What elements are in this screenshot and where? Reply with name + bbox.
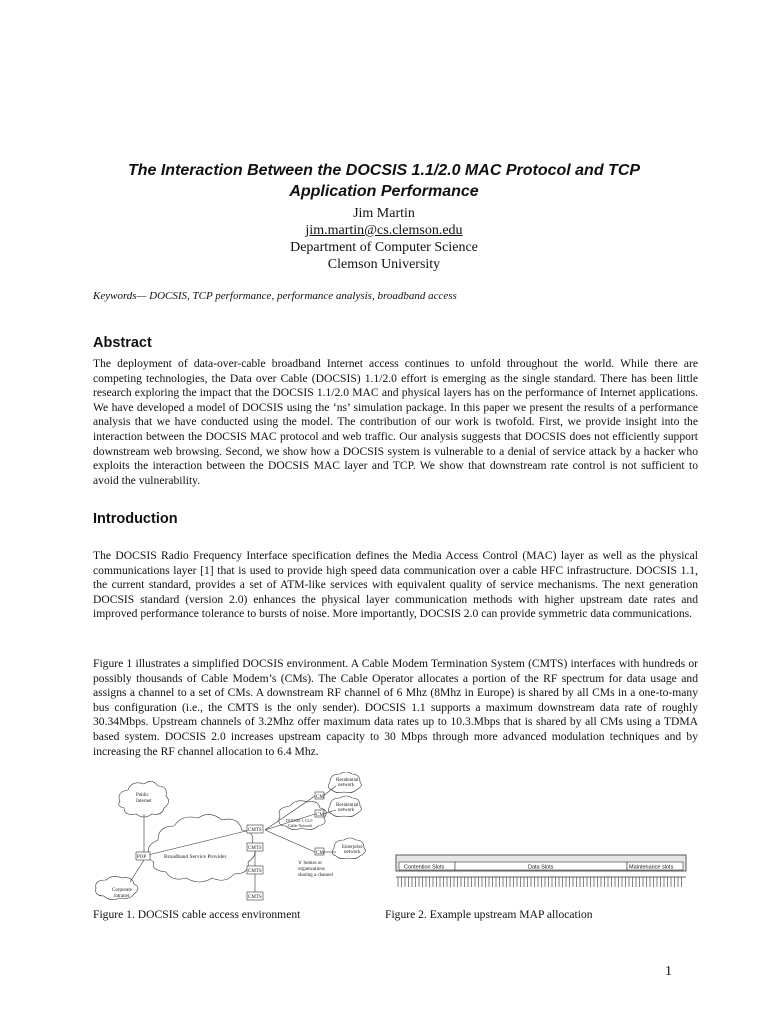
keywords: Keywords— DOCSIS, TCP performance, performance analysis, broadband access	[93, 290, 457, 302]
page-number: 1	[665, 964, 672, 979]
cmts-label-1: CMTS	[248, 828, 262, 833]
link-line	[323, 786, 336, 796]
author-department: Department of Computer Science	[290, 240, 478, 255]
figure-1-caption: Figure 1. DOCSIS cable access environment	[93, 908, 301, 921]
figure-1-network-diagram	[90, 772, 380, 906]
link-line	[130, 860, 144, 882]
docsis-net-label-2: Cable Network	[288, 823, 313, 828]
introduction-heading: Introduction	[93, 511, 178, 527]
author-email-link[interactable]: jim.martin@cs.clemson.edu	[305, 223, 463, 238]
abstract-paragraph: The deployment of data-over-cable broadband Internet access continues to unfold throughout the world. While there are competing technologies, the Data over Cable (DOCSIS) 1.1/2.0 effort is emerging as the single standard. There has been little research exploring the impact that the DOCSIS 1.1/2.0 MAC and physical layers has on the performance of Internet applications. We have developed a model of DOCSIS using the ‘ns’ simulation package. In this paper we present the results of a performance analysis that we have conducted using the model. The contribution of our work is twofold. First, we provide insight into the interaction between the DOCSIS MAC protocol and web traffic. Our analysis suggests that DOCSIS does not efficiently support downstream web browsing. Second, we show how a DOCSIS system is vulnerable to a denial of service attack by a hacker who exploits the interaction between the DOCSIS MAC layer and TCP. We show that downstream rate control is not sufficient to avoid the vulnerability.	[93, 357, 698, 487]
title-line-2: Application Performance	[289, 183, 479, 200]
cm-label-1: CM	[316, 795, 324, 800]
author-university: Clemson University	[327, 257, 441, 272]
corporate-label-1: Corporate	[112, 888, 132, 893]
homes-label-3: sharing a channel	[298, 873, 333, 878]
corporate-label-2: intranet	[114, 894, 130, 899]
author-name: Jim Martin	[353, 206, 415, 221]
broadband-provider-cloud	[148, 814, 255, 882]
residential-label-2a: Residential	[336, 803, 359, 808]
enterprise-label-2: network	[344, 850, 361, 855]
homes-label-1: 'n' homes or	[298, 861, 323, 866]
figure-2-map-allocation	[395, 853, 687, 893]
introduction-paragraph-2: Figure 1 illustrates a simplified DOCSIS environment. A Cable Modem Termination System (CMTS) interfaces with hundreds or possibly thousands of Cable Modem’s (CMs). The Cable Operator allocates a portion of the RF spectrum for data usage and assigns a channel to a set of CMs. A downstream RF channel of 6 Mhz (8Mhz in Europe) is shared by all CMs in a one-to-many bus configuration (i.e., the CMTS is the only sender). DOCSIS 1.1 supports a maximum downstream data rate of roughly 30.34Mbps. Upstream channels of 3.2Mhz offer maximum data rates up to 10.3.Mbps that is shared by all CMs using a TDMA based system. DOCSIS 2.0 increases upstream capacity to 30 Mbps through more advanced modulation techniques and by increasing the RF channel allocation to 6.4 Mhz.	[93, 657, 698, 758]
cm-label-3: CM	[316, 851, 324, 856]
data-slots-label: Data Slots	[528, 864, 554, 871]
maintenance-slots-label: Maintenance slots	[629, 864, 674, 871]
public-internet-label-1: Public	[136, 793, 149, 798]
public-internet-label-2: Internet	[136, 799, 152, 804]
introduction-paragraph-1: The DOCSIS Radio Frequency Interface specification defines the Media Access Control (MAC) layer as well as the physical communications layer [1] that is used to provide high speed data communication over a cable HFC infrastructure. DOCSIS 1.1, the current standard, provides a set of ATM-like services with equivalent quality of service mechanisms. The next generation DOCSIS standard (version 2.0) enhances the physical layer communication methods with higher upstream date rates and improved performance tolerance to bursts of noise. More importantly, DOCSIS 2.0 can provide symmetric data communications.	[93, 549, 698, 621]
paper-title	[60, 160, 708, 202]
title-line-1: The Interaction Between the DOCSIS 1.1/2.0 MAC Protocol and TCP	[127, 162, 641, 179]
residential-label-1a: Residential	[336, 778, 359, 783]
link-line	[144, 830, 250, 856]
contention-slots-label: Contention Slots	[404, 864, 445, 871]
bsp-label: Broadband Service Provider	[164, 854, 227, 860]
link-line	[265, 830, 315, 852]
author-block	[60, 205, 708, 273]
residential-label-1b: network	[338, 783, 355, 788]
minislot-ticks	[398, 877, 682, 887]
homes-label-2: organizations	[298, 867, 325, 872]
cmts-label-4: CMTS	[248, 895, 262, 900]
residential-label-2b: network	[338, 808, 355, 813]
docsis-net-label-1: DOCSIS 1.1/2.0	[286, 818, 313, 823]
pop-label: POP	[137, 855, 147, 860]
abstract-heading: Abstract	[93, 335, 152, 351]
cmts-label-2: CMTS	[248, 846, 262, 851]
link-line	[323, 810, 336, 814]
enterprise-label-1: Enterprise	[342, 845, 363, 850]
figure-2-caption: Figure 2. Example upstream MAP allocation	[385, 908, 593, 921]
cmts-label-3: CMTS	[248, 869, 262, 874]
cm-label-2: CM	[316, 813, 324, 818]
